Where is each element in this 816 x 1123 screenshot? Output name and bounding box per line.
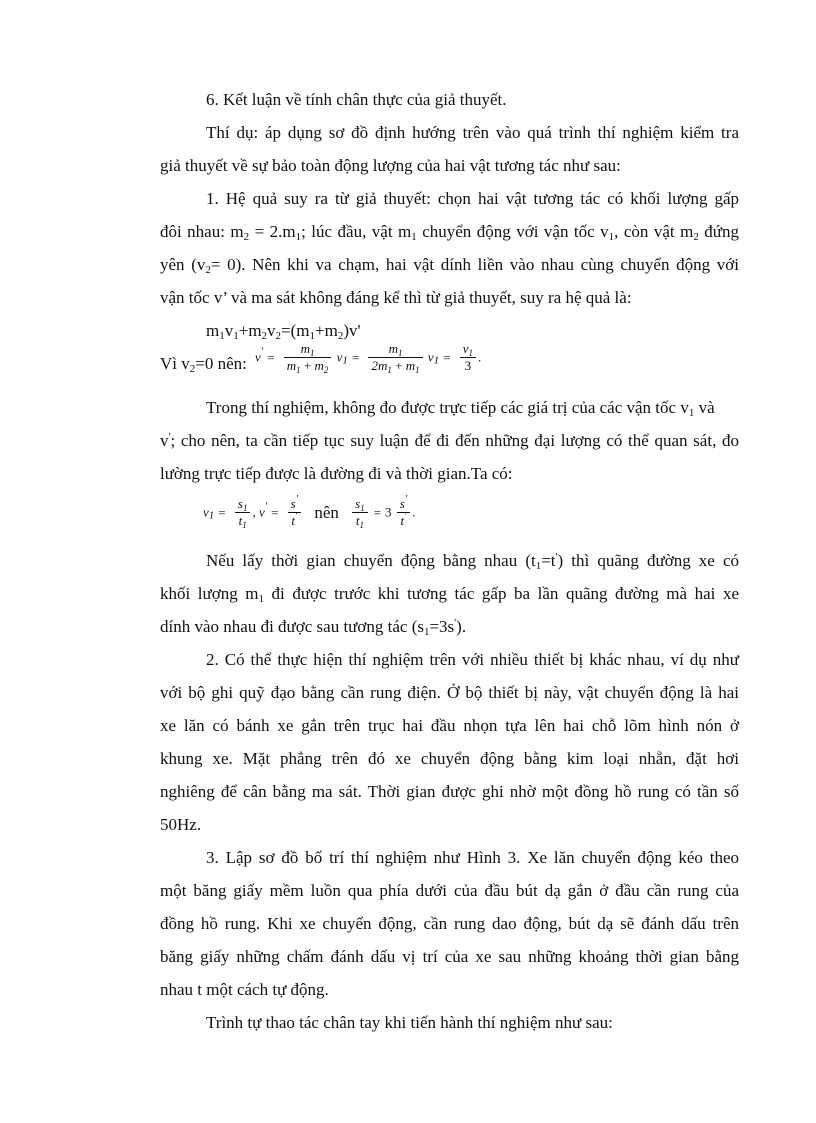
- paragraph-step-2-line-6: 50Hz.: [160, 815, 202, 834]
- paragraph-measure-line-3: lường trực tiếp được là đường đi và thời gian.Ta có:: [160, 464, 513, 483]
- paragraph-measure-line-2: v'; cho nên, ta cần tiếp tục suy luận để đi đến những đại lượng có thể quan sát, đo: [160, 431, 739, 450]
- fraction-s1-over-t1-second: $\frac{s_1}{t_1}$: [352, 497, 368, 528]
- paragraph-step-1-line-2: đôi nhau: $m_2 = 2.m_1$; lúc đầu, vật $m_1$ chuyển động với vận tốc $v_1$, còn vật $m_2$ đứng: [160, 222, 739, 243]
- paragraph-step-2-line-1: 2. Có thể thực hiện thí nghiệm trên với nhiều thiết bị khác nhau, ví dụ như: [206, 650, 739, 669]
- paragraph-step-1-line-1: 1. Hệ quả suy ra từ giả thuyết: chọn hai vật tương tác có khối lượng gấp: [206, 189, 739, 208]
- paragraph-step-1-line-3: yên $(v_2= 0)$. Nên khi va chạm, hai vật dính liền vào nhau cùng chuyển động với: [160, 255, 739, 276]
- paragraph-step-3-line-2: một băng giấy mềm luồn qua phía dưới của đầu bút dạ gắn ở đầu cần rung của: [160, 881, 739, 900]
- fraction-s-prime-over-t-prime-second: $\frac{s'}{t'}$: [397, 497, 410, 528]
- momentum-equation: $m_1v_1+m_2v_2=(m_1+m_2)v'$: [206, 321, 361, 342]
- paragraph-step-3-line-4: băng giấy những chấm đánh dấu vị trí của xe sau những khoảng thời gian bằng: [160, 947, 739, 966]
- paragraph-conclusion-line-3: dính vào nhau đi được sau tương tác $(s_1=3s')$.: [160, 617, 467, 638]
- paragraph-step-3-line-3: đồng hồ rung. Khi xe chuyển động, cần rung dao động, bút dạ sẽ đánh dấu trên: [160, 914, 739, 933]
- paragraph-conclusion-line-2: khối lượng $m_1$ đi được trước khi tương tác gấp ba lần quãng đường mà hai xe: [160, 584, 739, 605]
- paragraph-step-2-line-2: với bộ ghi quỹ đạo bằng cần rung điện. Ở bộ thiết bị này, vật chuyển động là hai: [160, 683, 739, 702]
- paragraph-conclusion-line-1: Nếu lấy thời gian chuyển động bằng nhau $(t_1=t')$ thì quãng đường xe có: [206, 551, 739, 572]
- velocity-formula: v' = $\frac{m_1}{m_1 + m_2}$ $v_1$ = $\frac{m_1}{2m_1 + m_1}$ $v_1$ = $\frac{v_1}{3}$ .: [255, 341, 482, 375]
- distance-time-formula: $v_1$ = $\frac{s_1}{t_1}$ , v' = $\frac{s'}{t'}$ nên $\frac{s_1}{t_1}$ = 3 $\frac{s'}{t'}$ .: [203, 493, 416, 530]
- paragraph-example-line-2: giả thuyết về sự bảo toàn động lượng của hai vật tương tác như sau:: [160, 156, 621, 175]
- paragraph-step-1-line-4: vận tốc v’ và ma sát không đáng kể thì từ giả thuyết, suy ra hệ quả là:: [160, 288, 632, 307]
- velocity-line-label: Vì $v_2=0$ nên:: [160, 354, 247, 375]
- fraction-s1-over-t1: $\frac{s_1}{t_1}$: [235, 497, 251, 528]
- paragraph-step-3-line-5: nhau t một cách tự động.: [160, 980, 329, 999]
- paragraph-example-line-1: Thí dụ: áp dụng sơ đồ định hướng trên vào quá trình thí nghiệm kiểm tra: [206, 123, 739, 142]
- paragraph-step-2-line-4: khung xe. Mặt phẳng trên đó xe chuyển động bằng kim loại nhẵn, đặt hơi: [160, 749, 739, 768]
- paragraph-step-2-line-5: nghiêng để cân bằng ma sát. Thời gian được ghi nhờ một đồng hồ rung có tần số: [160, 782, 739, 801]
- heading-step-6: 6. Kết luận về tính chân thực của giả thuyết.: [206, 90, 507, 109]
- fraction-v1-over-3: $\frac{v_1}{3}$: [460, 342, 476, 373]
- paragraph-step-3-line-1: 3. Lập sơ đồ bố trí thí nghiệm như Hình 3. Xe lăn chuyển động kéo theo: [206, 848, 739, 867]
- fraction-m1-over-3m1: $\frac{m_1}{2m_1 + m_1}$: [368, 342, 422, 373]
- paragraph-measure-line-1: Trong thí nghiệm, không đo được trực tiếp các giá trị của các vận tốc $v_1$ và: [206, 398, 715, 419]
- fraction-m1-over-sum: $\frac{m_1}{m_1 + m_2}$: [284, 342, 332, 373]
- fraction-s-prime-over-t-prime: $\frac{s'}{t'}$: [288, 497, 301, 528]
- paragraph-step-2-line-3: xe lăn có bánh xe gắn trên trục hai đầu nhọn tựa lên hai chỗ lõm hình nón ở: [160, 716, 739, 735]
- paragraph-procedure-intro: Trình tự thao tác chân tay khi tiến hành thí nghiệm như sau:: [206, 1013, 613, 1032]
